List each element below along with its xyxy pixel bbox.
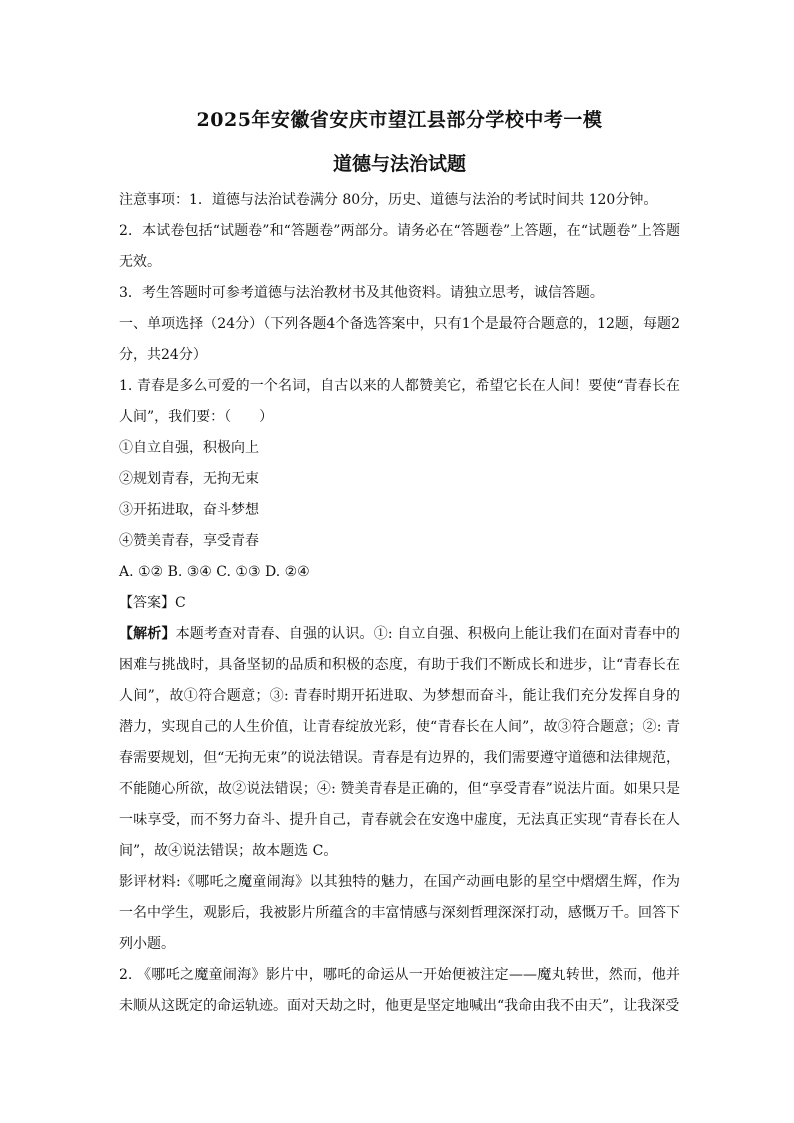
question-1-option-4: ④赞美青春，享受青春 (119, 533, 259, 549)
note-line-2: 2．本试卷包括“试题卷”和“答题卷”两部分。请务必在“答题卷”上答题，在“试题卷”上答题无效。 (119, 223, 680, 270)
page-subtitle: 道德与法治试题 (332, 153, 466, 175)
page-title: 2025年安徽省安庆市望江县部分学校中考一模 (196, 109, 603, 131)
question-1-option-3: ③开拓进取，奋斗梦想 (119, 502, 259, 518)
question-1-option-1: ①自立自强，积极向上 (119, 440, 259, 456)
note-line-3: 3．考生答题时可参考道德与法治教材书及其他资料。请独立思考，诚信答题。 (119, 285, 604, 301)
answer-label: 【答案】 (119, 595, 175, 611)
section-1-header: 一、单项选择（24分）（下列各题4个备选答案中，只有1个是最符合题意的，12题，每题2分，共24分） (119, 316, 680, 363)
question-1-option-2: ②规划青春，无拘无束 (119, 471, 259, 487)
analysis-text: 本题考查对青春、自强的认识。①: 自立自强、积极向上能让我们在面对青春中的困难与挑战时，具备坚韧的品质和积极的态度，有助于我们不断成长和进步，让“青春长在人间”，故①符合题意；③: 青春时期开拓进取、为梦想而奋斗，能让我们充分发挥自身的潜力，实现自己的人生价值，让青春绽放光彩，使“青春长在人间”，故③符合题意；②: 青春需要规划，但“无拘无束”的说法错误。青春是有边界的，我们需要遵守道德和法律规范，不能随心所欲，故②说法错误；④: 赞美青春是正确的，但“享受青春”说法片面。如果只是一味享受，而不努力奋斗、提升自己，青春就会在安逸中虚度，无法真正实现“青春长在人间”，故④说法错误；故本题选 C。 (119, 626, 681, 859)
question-1-analysis (119, 619, 680, 867)
answer-value: C (175, 595, 186, 611)
question-1-answer (119, 588, 680, 619)
question-2-stem: 2. 《哪吒之魔童闹海》影片中，哪吒的命运从一开始便被注定——魔丸转世，然而，他并未顺从这既定的命运轨迹。面对天劫之时，他更是坚定地喊出“我命由我不由天”，让我深受 (119, 967, 680, 1014)
material-paragraph: 影评材料:《哪吒之魔童闹海》以其独特的魅力，在国产动画电影的星空中熠熠生辉，作为一名中学生，观影后，我被影片所蕴含的丰富情感与深刻哲理深深打动，感慨万千。回答下列小题。 (119, 874, 680, 952)
note-line-1: 注意事项：1．道德与法治试卷满分 80分，历史、道德与法治的考试时间共 120分钟。 (119, 192, 658, 208)
question-1-choices: A. ①② B. ③④ C. ①③ D. ②④ (119, 564, 310, 580)
question-1-stem: 1. 青春是多么可爱的一个名词，自古以来的人都赞美它，希望它长在人间！要使“青春长在人间”，我们要：（ ） (119, 378, 680, 425)
analysis-label: 【解析】 (119, 626, 176, 642)
